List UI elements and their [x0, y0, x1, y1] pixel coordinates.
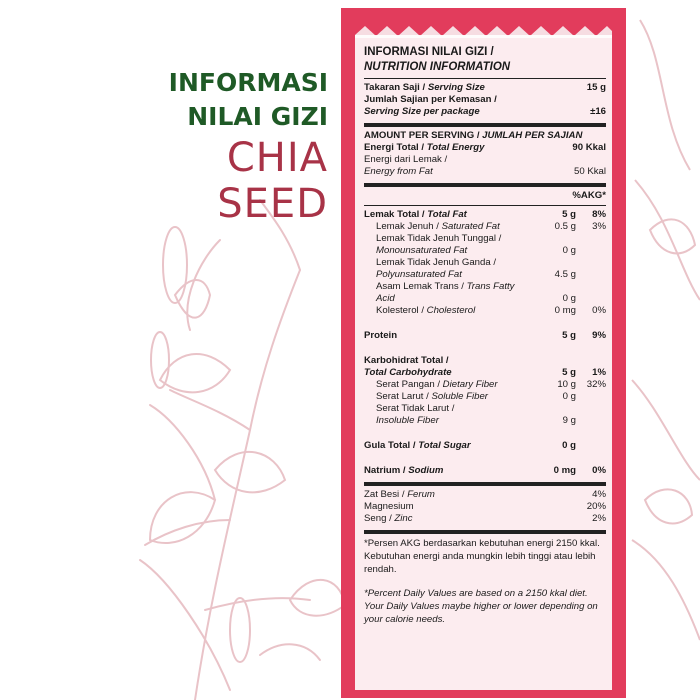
headline-informasi: INFORMASI [168, 68, 328, 97]
nutrient-row-sodium: Natrium / Sodium 0 mg 0% [364, 465, 606, 476]
nutrient-row-sugar: Gula Total / Total Sugar 0 g [364, 440, 576, 451]
servings-row: Serving Size per package ±16 [364, 106, 606, 117]
footnote-id: *Persen AKG berdasarkan kebutuhan energi 2150 kkal. Kebutuhan energi anda mungkin lebih tinggi atau lebih rendah. [364, 538, 600, 575]
mineral-row-magnesium: Magnesium 20% [364, 501, 606, 512]
nutrient-row-mono: Lemak Tidak Jenuh Tunggal / Monounsaturated Fat 0 g [376, 233, 576, 256]
nutrient-row-poly: Lemak Tidak Jenuh Ganda / Polyunsaturated Fat 4.5 g [376, 257, 576, 280]
zigzag-border [341, 8, 626, 38]
serving-size-row: Takaran Saji / Serving Size 15 g [364, 82, 606, 93]
headline-chia: CHIA [226, 135, 328, 181]
nutrient-row-fiber: Serat Pangan / Dietary Fiber 10 g 32% [376, 379, 606, 390]
label-title-en: NUTRITION INFORMATION [364, 61, 511, 73]
nutrient-row-insoluble: Serat Tidak Larut / Insoluble Fiber 9 g [376, 403, 576, 426]
nutrition-label [355, 35, 612, 690]
nutrient-row-carb: Karbohidrat Total / Total Carbohydrate 5 g 1% [364, 355, 606, 378]
nutrient-row-trans: Asam Lemak Trans / Trans Fatty Acid 0 g [376, 281, 576, 304]
nutrient-row-fat: Lemak Total / Total Fat 5 g 8% [364, 209, 606, 220]
energy-row: Energi Total / Total Energy 90 Kkal [364, 142, 606, 153]
headline-seed: SEED [217, 181, 328, 227]
nutrient-row-soluble: Serat Larut / Soluble Fiber 0 g [376, 391, 576, 402]
energy-fat-id: Energi dari Lemak / [364, 154, 448, 165]
akg-header: %AKG* [572, 190, 606, 201]
nutrient-row-saturated: Lemak Jenuh / Saturated Fat 0.5 g 3% [376, 221, 606, 232]
servings-id: Jumlah Sajian per Kemasan / [364, 94, 497, 105]
label-title-id: INFORMASI NILAI GIZI / [364, 46, 494, 58]
amount-per-serving: AMOUNT PER SERVING / JUMLAH PER SAJIAN [364, 130, 583, 141]
nutrient-row-cholesterol: Kolesterol / Cholesterol 0 mg 0% [376, 305, 606, 316]
headline-nilai-gizi: NILAI GIZI [187, 102, 328, 131]
nutrient-row-protein: Protein 5 g 9% [364, 330, 606, 341]
nutrition-label-frame [341, 8, 626, 698]
mineral-row-iron: Zat Besi / Ferum 4% [364, 489, 606, 500]
mineral-row-zinc: Seng / Zinc 2% [364, 513, 606, 524]
energy-fat-row: Energy from Fat 50 Kkal [364, 166, 606, 177]
footnote-en: *Percent Daily Values are based on a 2150 kkal diet. Your Daily Values maybe higher or lower depending on your calorie needs. [364, 588, 598, 625]
